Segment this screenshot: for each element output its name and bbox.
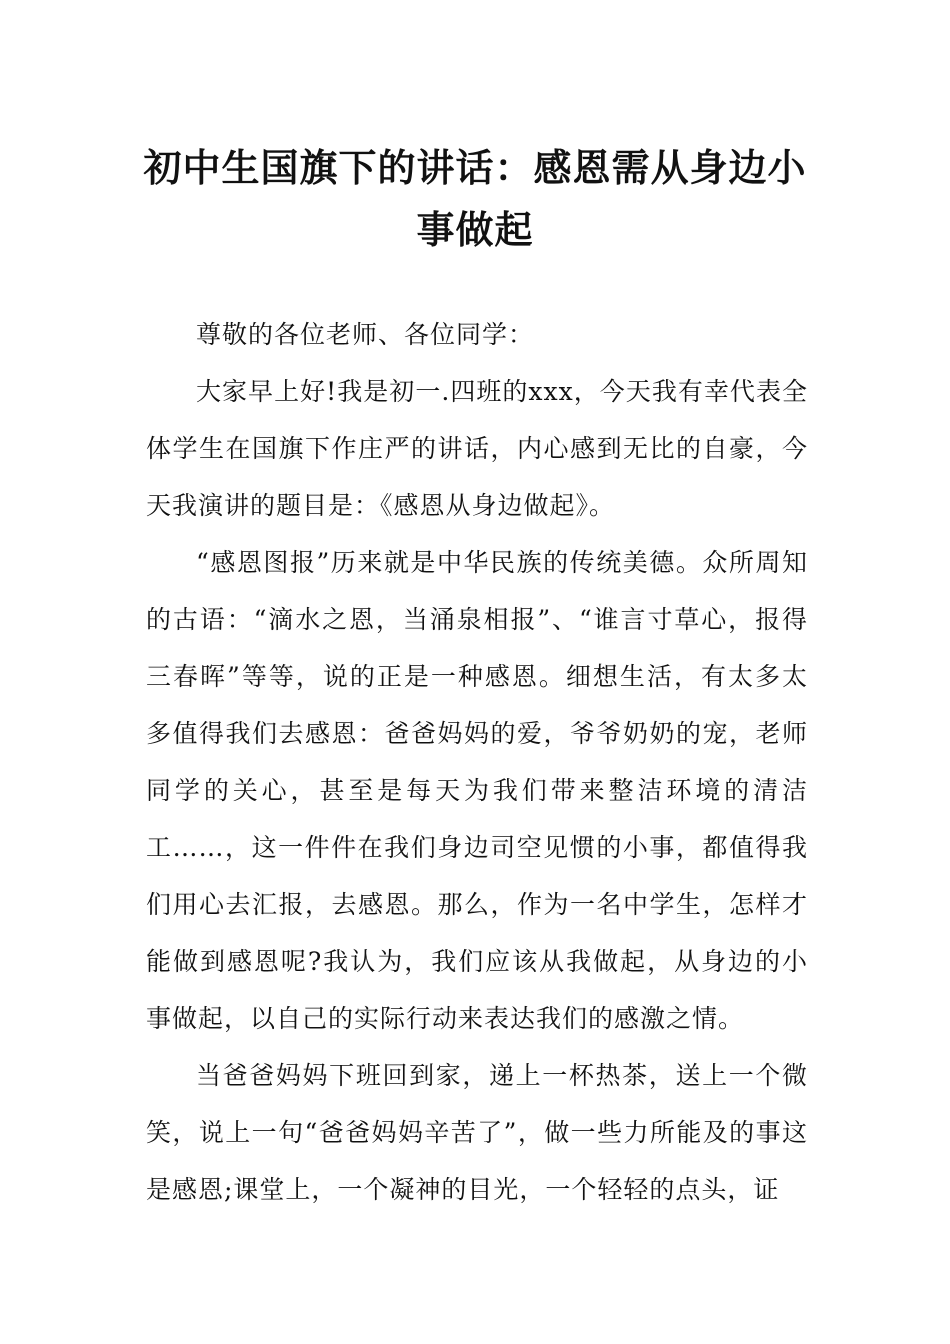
paragraph-introduction: 大家早上好!我是初一.四班的xxx，今天我有幸代表全体学生在国旗下作庄严的讲话，内心感到无比的自豪，今天我演讲的题目是：《感恩从身边做起》。 <box>146 377 808 520</box>
paragraph-gratitude-examples: 当爸爸妈妈下班回到家，递上一杯热茶，送上一个微笑，说上一句“爸爸妈妈辛苦了”，做一些力所能及的事这是感恩;课堂上，一个凝神的目光，一个轻轻的点头，证 <box>146 1061 808 1204</box>
paragraph-gratitude-tradition: “感恩图报”历来就是中华民族的传统美德。众所周知的古语：“滴水之恩，当涌泉相报”、“谁言寸草心，报得三春晖”等等，说的正是一种感恩。细想生活，有太多太多值得我们去感恩：爸爸妈妈的爱，爷爷奶奶的宠，老师同学的关心，甚至是每天为我们带来整洁环境的清洁工……，这一件件在我们身边司空见惯的小事，都值得我们用心去汇报，去感恩。那么，作为一名中学生，怎样才能做到感恩呢?我认为，我们应该从我做起，从身边的小事做起，以自己的实际行动来表达我们的感激之情。 <box>146 548 808 1033</box>
document-body <box>146 306 808 1218</box>
document-title: 初中生国旗下的讲话：感恩需从身边小事做起 <box>143 146 807 253</box>
paragraph-salutation: 尊敬的各位老师、各位同学： <box>196 320 535 349</box>
